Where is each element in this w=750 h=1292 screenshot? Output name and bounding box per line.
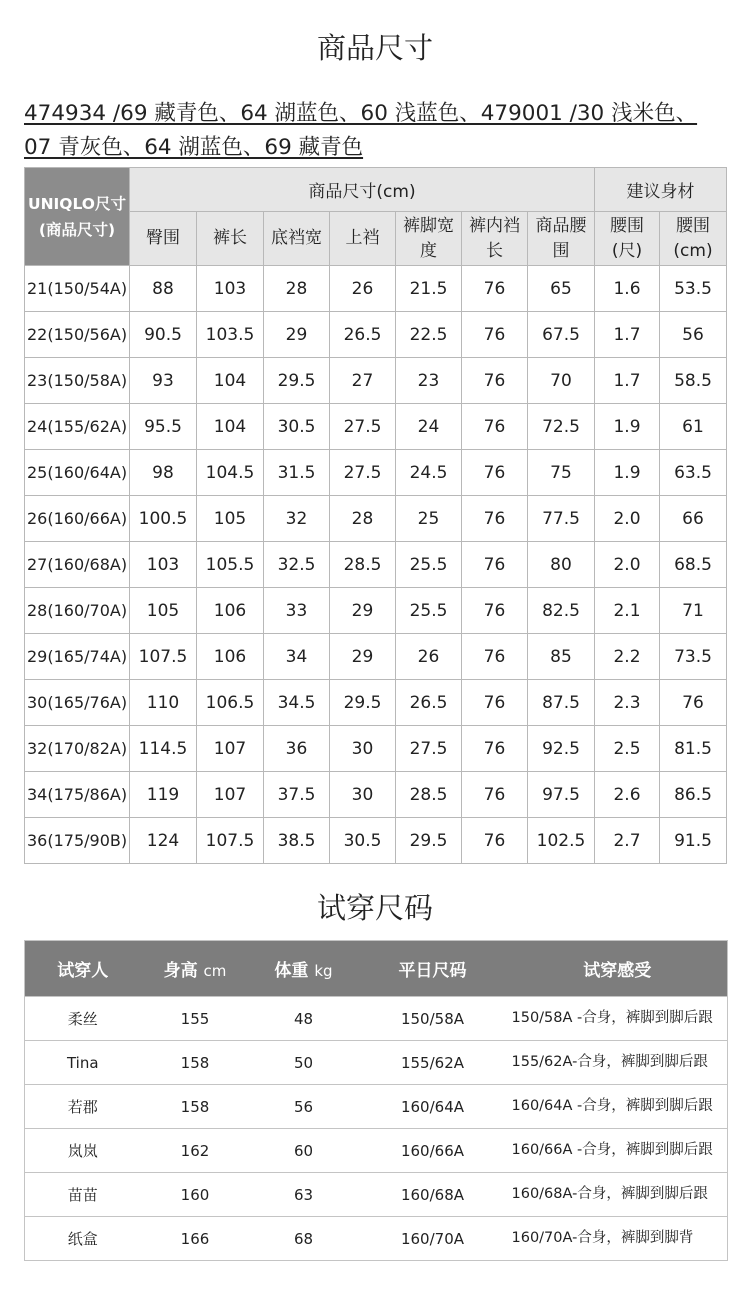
table-cell: 107.5 [197, 818, 264, 864]
table-cell: 103.5 [197, 312, 264, 358]
suggested-body-group-header: 建议身材 [595, 168, 727, 212]
table-cell: 76 [462, 496, 528, 542]
fit-feedback-cell: 160/68A-合身，裤脚到脚后跟 [508, 1173, 728, 1217]
table-cell: 28 [264, 266, 330, 312]
size-table-body [25, 266, 727, 864]
table-cell: 86.5 [660, 772, 727, 818]
table-cell: 114.5 [130, 726, 197, 772]
table-cell: 31.5 [264, 450, 330, 496]
table-cell: 90.5 [130, 312, 197, 358]
table-row [25, 404, 727, 450]
size-label-cell: 28(160/70A) [25, 588, 130, 634]
table-cell: 30 [330, 772, 396, 818]
table-cell: 56 [660, 312, 727, 358]
column-header [660, 212, 727, 266]
size-label-cell: 30(165/76A) [25, 680, 130, 726]
table-cell: 26.5 [396, 680, 462, 726]
table-cell: 162 [141, 1129, 250, 1173]
tryon-header-label: 平日尺码 [398, 961, 467, 981]
column-header-line: 底裆宽 [271, 228, 322, 248]
column-header-line: 腰围 [610, 215, 644, 236]
table-cell: 25 [396, 496, 462, 542]
table-cell: 82.5 [528, 588, 595, 634]
table-cell: 29 [330, 634, 396, 680]
table-cell: 75 [528, 450, 595, 496]
table-row [25, 1173, 728, 1217]
product-color-codes [24, 97, 729, 165]
table-cell: 28 [330, 496, 396, 542]
table-cell: 158 [141, 1085, 250, 1129]
table-cell: 28.5 [330, 542, 396, 588]
column-header [595, 212, 660, 266]
fit-feedback-cell: 155/62A-合身，裤脚到脚后跟 [508, 1041, 728, 1085]
column-header-line: 臀围 [146, 228, 180, 248]
table-cell: 29 [330, 588, 396, 634]
table-cell: 155/62A [358, 1041, 508, 1085]
tryon-column-header [250, 941, 358, 997]
table-cell: 104.5 [197, 450, 264, 496]
table-cell: 纸盒 [25, 1217, 141, 1261]
table-cell: 27 [330, 358, 396, 404]
table-cell: 2.0 [595, 496, 660, 542]
table-cell: 103 [130, 542, 197, 588]
table-cell: 102.5 [528, 818, 595, 864]
table-row [25, 266, 727, 312]
table-cell: 21.5 [396, 266, 462, 312]
table-row [25, 1041, 728, 1085]
table-cell: 苗苗 [25, 1173, 141, 1217]
table-cell: 76 [462, 542, 528, 588]
column-header [130, 212, 197, 266]
table-cell: 76 [660, 680, 727, 726]
table-cell: 2.0 [595, 542, 660, 588]
product-line-1: 474934 /69 藏青色、64 湖蓝色、60 浅蓝色、479001 /30 浅米色、 [24, 101, 698, 126]
table-cell: 104 [197, 358, 264, 404]
table-cell: 110 [130, 680, 197, 726]
table-cell: 2.2 [595, 634, 660, 680]
tryon-table [24, 940, 728, 1261]
table-row [25, 1217, 728, 1261]
table-cell: 24 [396, 404, 462, 450]
tryon-header-row [25, 941, 728, 997]
table-cell: 107 [197, 726, 264, 772]
table-cell: 88 [130, 266, 197, 312]
tryon-table-body [25, 997, 728, 1261]
table-cell: 76 [462, 266, 528, 312]
table-cell: 2.7 [595, 818, 660, 864]
table-cell: 1.9 [595, 450, 660, 496]
tryon-section-title: 试穿尺码 [316, 891, 433, 925]
size-label-cell: 26(160/66A) [25, 496, 130, 542]
table-cell: 104 [197, 404, 264, 450]
table-cell: 25.5 [396, 542, 462, 588]
table-cell: 32 [264, 496, 330, 542]
table-cell: 60 [250, 1129, 358, 1173]
column-header-line: 商品腰 [535, 215, 587, 236]
table-cell: 91.5 [660, 818, 727, 864]
table-cell: 27.5 [330, 404, 396, 450]
tryon-column-header [25, 941, 141, 997]
table-cell: 68 [250, 1217, 358, 1261]
table-cell: 76 [462, 450, 528, 496]
table-cell: 106.5 [197, 680, 264, 726]
tryon-column-header [141, 941, 250, 997]
table-cell: 76 [462, 680, 528, 726]
table-cell: 56 [250, 1085, 358, 1129]
tryon-column-header [358, 941, 508, 997]
table-cell: 53.5 [660, 266, 727, 312]
size-label-cell: 29(165/74A) [25, 634, 130, 680]
table-cell: 32.5 [264, 542, 330, 588]
table-cell: 105 [130, 588, 197, 634]
tryon-header-label: 试穿感受 [583, 961, 652, 981]
column-header [396, 212, 462, 266]
table-cell: 29.5 [264, 358, 330, 404]
column-header-line: (尺) [611, 240, 643, 261]
fit-feedback-cell: 150/58A -合身，裤脚到脚后跟 [508, 997, 728, 1041]
table-row [25, 1129, 728, 1173]
table-cell: 76 [462, 772, 528, 818]
table-cell: 26 [396, 634, 462, 680]
table-cell: 98 [130, 450, 197, 496]
table-row [25, 997, 728, 1041]
table-cell: 160/68A [358, 1173, 508, 1217]
table-cell: 36 [264, 726, 330, 772]
fit-feedback-cell: 160/66A -合身，裤脚到脚后跟 [508, 1129, 728, 1173]
table-cell: 97.5 [528, 772, 595, 818]
table-cell: 2.5 [595, 726, 660, 772]
uniqlo-size-header-line2: (商品尺寸) [38, 220, 116, 239]
tryon-header-label: 试穿人 [57, 961, 109, 981]
uniqlo-size-header [25, 168, 130, 266]
table-cell: 1.9 [595, 404, 660, 450]
table-cell: 76 [462, 404, 528, 450]
table-cell: 92.5 [528, 726, 595, 772]
table-cell: 33 [264, 588, 330, 634]
table-cell: 1.6 [595, 266, 660, 312]
column-header [462, 212, 528, 266]
table-row [25, 634, 727, 680]
table-cell: 岚岚 [25, 1129, 141, 1173]
table-cell: 柔丝 [25, 997, 141, 1041]
column-header [197, 212, 264, 266]
table-cell: 72.5 [528, 404, 595, 450]
column-header-row [25, 212, 727, 266]
table-cell: 158 [141, 1041, 250, 1085]
table-cell: 37.5 [264, 772, 330, 818]
table-cell: 166 [141, 1217, 250, 1261]
table-cell: 30.5 [330, 818, 396, 864]
table-cell: 27.5 [396, 726, 462, 772]
table-cell: 124 [130, 818, 197, 864]
table-cell: Tina [25, 1041, 141, 1085]
column-header-line: 长 [486, 240, 503, 261]
table-cell: 34 [264, 634, 330, 680]
table-cell: 48 [250, 997, 358, 1041]
tryon-header-unit: cm [203, 962, 227, 980]
table-cell: 95.5 [130, 404, 197, 450]
table-cell: 34.5 [264, 680, 330, 726]
size-label-cell: 25(160/64A) [25, 450, 130, 496]
table-cell: 160/66A [358, 1129, 508, 1173]
product-size-group-header: 商品尺寸(cm) [130, 168, 595, 212]
table-cell: 76 [462, 818, 528, 864]
table-cell: 58.5 [660, 358, 727, 404]
table-row [25, 358, 727, 404]
table-row [25, 542, 727, 588]
table-cell: 65 [528, 266, 595, 312]
table-cell: 1.7 [595, 358, 660, 404]
table-cell: 26.5 [330, 312, 396, 358]
table-cell: 29.5 [396, 818, 462, 864]
table-cell: 61 [660, 404, 727, 450]
table-cell: 30 [330, 726, 396, 772]
table-cell: 2.6 [595, 772, 660, 818]
table-cell: 67.5 [528, 312, 595, 358]
column-header-line: 度 [420, 240, 437, 261]
table-cell: 26 [330, 266, 396, 312]
column-header-line: 裤内裆 [469, 215, 520, 236]
table-cell: 28.5 [396, 772, 462, 818]
table-cell: 160/64A [358, 1085, 508, 1129]
column-header-line: 裤脚宽 [403, 215, 454, 236]
table-cell: 76 [462, 726, 528, 772]
column-header [264, 212, 330, 266]
size-label-cell: 32(170/82A) [25, 726, 130, 772]
table-row [25, 680, 727, 726]
table-row [25, 1085, 728, 1129]
table-cell: 2.3 [595, 680, 660, 726]
table-cell: 107 [197, 772, 264, 818]
table-cell: 81.5 [660, 726, 727, 772]
table-row [25, 818, 727, 864]
table-cell: 76 [462, 588, 528, 634]
size-table [24, 167, 727, 864]
table-cell: 29 [264, 312, 330, 358]
table-row [25, 726, 727, 772]
table-cell: 25.5 [396, 588, 462, 634]
column-header-line: 裤长 [213, 228, 247, 248]
table-cell: 22.5 [396, 312, 462, 358]
table-cell: 105.5 [197, 542, 264, 588]
table-cell: 30.5 [264, 404, 330, 450]
table-cell: 63 [250, 1173, 358, 1217]
uniqlo-size-header-line1: UNIQLO尺寸 [27, 194, 126, 213]
table-cell: 76 [462, 358, 528, 404]
product-line-2: 07 青灰色、64 湖蓝色、69 藏青色 [24, 135, 364, 160]
table-cell: 1.7 [595, 312, 660, 358]
size-section-title: 商品尺寸 [316, 31, 433, 65]
table-cell: 38.5 [264, 818, 330, 864]
table-cell: 70 [528, 358, 595, 404]
table-cell: 107.5 [130, 634, 197, 680]
table-cell: 29.5 [330, 680, 396, 726]
table-cell: 68.5 [660, 542, 727, 588]
table-cell: 23 [396, 358, 462, 404]
table-cell: 50 [250, 1041, 358, 1085]
table-cell: 2.1 [595, 588, 660, 634]
table-cell: 87.5 [528, 680, 595, 726]
table-cell: 71 [660, 588, 727, 634]
table-row [25, 450, 727, 496]
column-header [330, 212, 396, 266]
table-cell: 160/70A [358, 1217, 508, 1261]
table-cell: 66 [660, 496, 727, 542]
column-header [528, 212, 595, 266]
size-label-cell: 36(175/90B) [25, 818, 130, 864]
table-cell: 103 [197, 266, 264, 312]
table-cell: 80 [528, 542, 595, 588]
table-cell: 24.5 [396, 450, 462, 496]
column-header-line: (cm) [673, 240, 713, 261]
fit-feedback-cell: 160/70A-合身，裤脚到脚背 [508, 1217, 728, 1261]
table-cell: 76 [462, 634, 528, 680]
table-row [25, 496, 727, 542]
table-row [25, 772, 727, 818]
size-label-cell: 21(150/54A) [25, 266, 130, 312]
table-cell: 76 [462, 312, 528, 358]
column-header-line: 上裆 [345, 228, 380, 248]
size-label-cell: 34(175/86A) [25, 772, 130, 818]
table-cell: 93 [130, 358, 197, 404]
table-cell: 63.5 [660, 450, 727, 496]
table-cell: 27.5 [330, 450, 396, 496]
table-row [25, 312, 727, 358]
table-cell: 119 [130, 772, 197, 818]
column-header-line: 围 [552, 240, 570, 261]
table-cell: 106 [197, 588, 264, 634]
tryon-header-label: 身高 [163, 961, 198, 981]
table-cell: 77.5 [528, 496, 595, 542]
table-cell: 155 [141, 997, 250, 1041]
size-label-cell: 27(160/68A) [25, 542, 130, 588]
table-row [25, 588, 727, 634]
table-cell: 150/58A [358, 997, 508, 1041]
column-header-line: 腰围 [676, 215, 710, 236]
size-label-cell: 22(150/56A) [25, 312, 130, 358]
table-cell: 106 [197, 634, 264, 680]
tryon-header-unit: kg [314, 962, 333, 980]
table-cell: 100.5 [130, 496, 197, 542]
table-cell: 105 [197, 496, 264, 542]
size-label-cell: 24(155/62A) [25, 404, 130, 450]
fit-feedback-cell: 160/64A -合身，裤脚到脚后跟 [508, 1085, 728, 1129]
tryon-header-label: 体重 [274, 961, 309, 981]
size-label-cell: 23(150/58A) [25, 358, 130, 404]
table-cell: 160 [141, 1173, 250, 1217]
table-cell: 85 [528, 634, 595, 680]
table-cell: 73.5 [660, 634, 727, 680]
tryon-column-header [508, 941, 728, 997]
table-cell: 若郡 [25, 1085, 141, 1129]
